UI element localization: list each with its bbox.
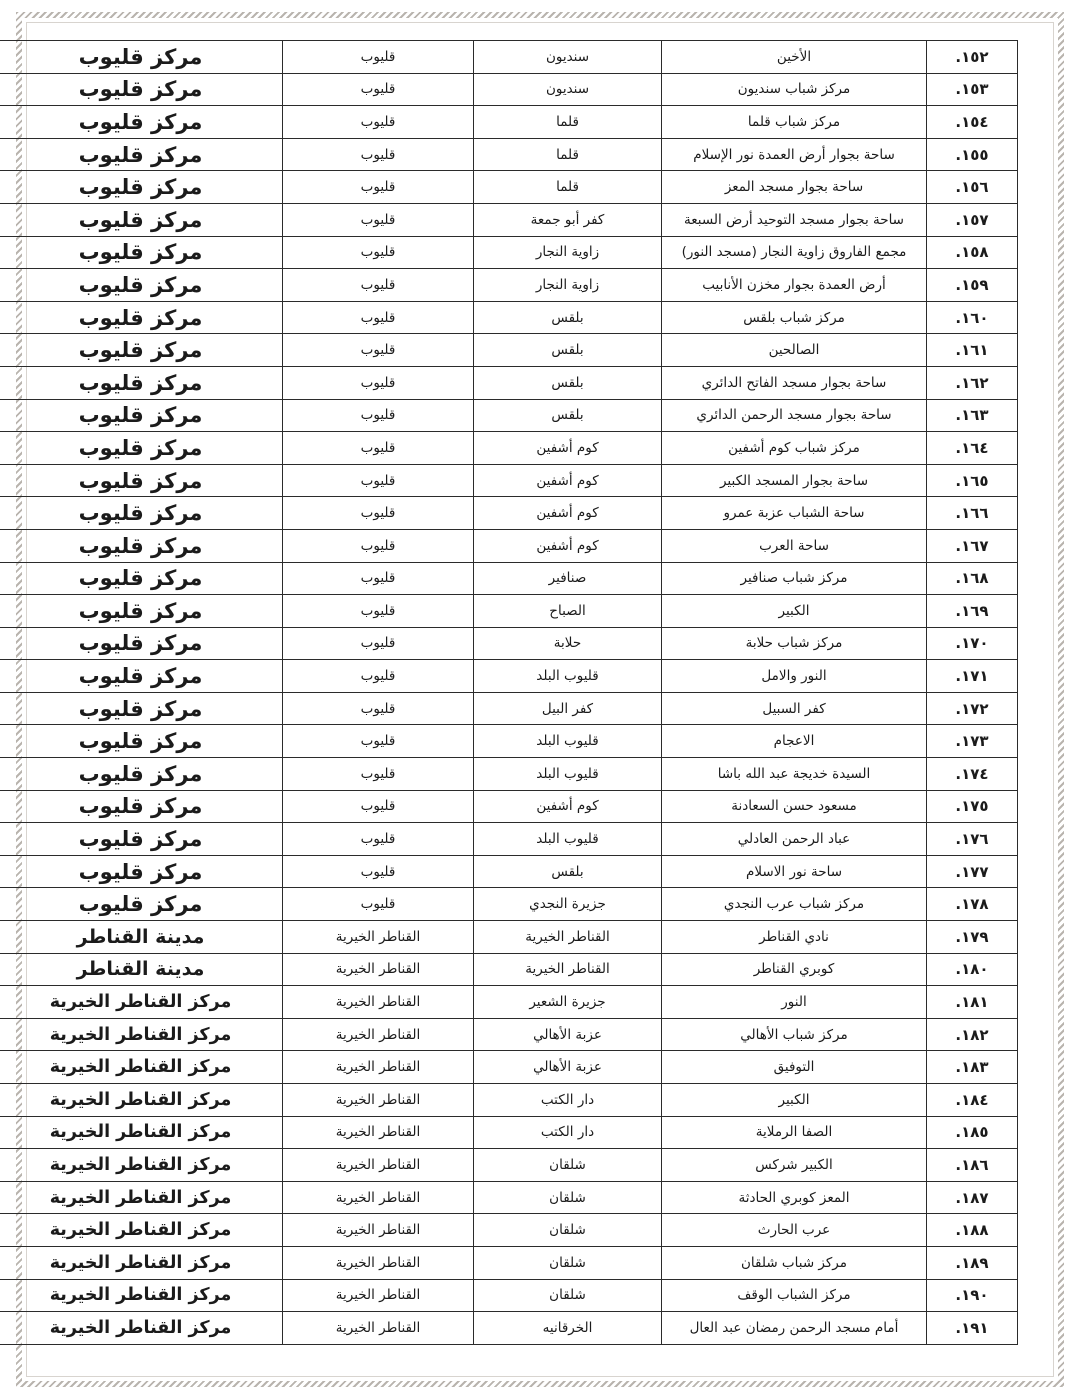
- city-name: قليوب: [283, 692, 474, 725]
- center-name: مدينة القناطر: [0, 953, 283, 986]
- village-name: كوم أشفين: [474, 529, 662, 562]
- center-name: مركز قليوب: [0, 692, 283, 725]
- table-row: [0, 1018, 1018, 1051]
- location-name: ساحة العرب: [662, 529, 927, 562]
- location-name: الأخين: [662, 41, 927, 74]
- center-name: مركز قليوب: [0, 432, 283, 465]
- city-name: قليوب: [283, 823, 474, 856]
- center-name: مركز قليوب: [0, 464, 283, 497]
- city-name: قليوب: [283, 758, 474, 791]
- center-name: مركز القناطر الخيرية: [0, 1084, 283, 1117]
- table-row: [0, 1149, 1018, 1182]
- table-row: [0, 269, 1018, 302]
- row-number: ١٥٦.: [927, 171, 1018, 204]
- location-name: الاعجام: [662, 725, 927, 758]
- locations-table: [0, 40, 1018, 1345]
- city-name: قليوب: [283, 464, 474, 497]
- city-name: القناطر الخيرية: [283, 1149, 474, 1182]
- center-name: مركز قليوب: [0, 758, 283, 791]
- village-name: جزيرة النجدي: [474, 888, 662, 921]
- village-name: كوم أشفين: [474, 497, 662, 530]
- city-name: القناطر الخيرية: [283, 1214, 474, 1247]
- row-number: ١٦٣.: [927, 399, 1018, 432]
- center-name: مركز قليوب: [0, 790, 283, 823]
- row-number: ١٧١.: [927, 660, 1018, 693]
- village-name: دار الكتب: [474, 1116, 662, 1149]
- location-name: الكبير شركس: [662, 1149, 927, 1182]
- center-name: مركز قليوب: [0, 888, 283, 921]
- location-name: عباد الرحمن العادلي: [662, 823, 927, 856]
- table-row: [0, 855, 1018, 888]
- village-name: قليوب البلد: [474, 660, 662, 693]
- location-name: عرب الحارث: [662, 1214, 927, 1247]
- city-name: قليوب: [283, 138, 474, 171]
- table-row: [0, 921, 1018, 954]
- city-name: قليوب: [283, 236, 474, 269]
- center-name: مركز القناطر الخيرية: [0, 1279, 283, 1312]
- center-name: مركز قليوب: [0, 725, 283, 758]
- center-name: مركز القناطر الخيرية: [0, 1149, 283, 1182]
- city-name: قليوب: [283, 203, 474, 236]
- row-number: ١٦٦.: [927, 497, 1018, 530]
- table-row: [0, 790, 1018, 823]
- location-name: المعز كوبري الحادثة: [662, 1181, 927, 1214]
- row-number: ١٨٤.: [927, 1084, 1018, 1117]
- location-name: أرض العمدة بجوار مخزن الأنابيب: [662, 269, 927, 302]
- center-name: مركز قليوب: [0, 823, 283, 856]
- row-number: ١٨٣.: [927, 1051, 1018, 1084]
- center-name: مركز القناطر الخيرية: [0, 1214, 283, 1247]
- city-name: قليوب: [283, 660, 474, 693]
- row-number: ١٧٦.: [927, 823, 1018, 856]
- row-number: ١٧٩.: [927, 921, 1018, 954]
- center-name: مركز قليوب: [0, 171, 283, 204]
- location-name: الصالحين: [662, 334, 927, 367]
- location-name: مجمع الفاروق زاوية النجار (مسجد النور): [662, 236, 927, 269]
- row-number: ١٥٨.: [927, 236, 1018, 269]
- row-number: ١٦٥.: [927, 464, 1018, 497]
- center-name: مركز القناطر الخيرية: [0, 1312, 283, 1345]
- table-row: [0, 529, 1018, 562]
- village-name: سنديون: [474, 41, 662, 74]
- location-name: مركز شباب كوم أشفين: [662, 432, 927, 465]
- location-name: مركز شباب شلقان: [662, 1246, 927, 1279]
- table-row: [0, 1246, 1018, 1279]
- city-name: القناطر الخيرية: [283, 1051, 474, 1084]
- village-name: زاوية النجار: [474, 269, 662, 302]
- location-name: ساحة الشباب عزبة عمرو: [662, 497, 927, 530]
- location-name: ساحة بجوار المسجد الكبير: [662, 464, 927, 497]
- village-name: شلقان: [474, 1279, 662, 1312]
- village-name: قلما: [474, 171, 662, 204]
- center-name: مركز قليوب: [0, 627, 283, 660]
- row-number: ١٧٢.: [927, 692, 1018, 725]
- location-name: السيدة خديجة عبد الله باشا: [662, 758, 927, 791]
- city-name: القناطر الخيرية: [283, 986, 474, 1019]
- city-name: قليوب: [283, 627, 474, 660]
- center-name: مركز قليوب: [0, 301, 283, 334]
- village-name: كفر البيل: [474, 692, 662, 725]
- location-name: أمام مسجد الرحمن رمضان عبد العال: [662, 1312, 927, 1345]
- city-name: قليوب: [283, 399, 474, 432]
- row-number: ١٥٧.: [927, 203, 1018, 236]
- location-name: مركز شباب قلما: [662, 106, 927, 139]
- village-name: زاوية النجار: [474, 236, 662, 269]
- center-name: مدينة القناطر: [0, 921, 283, 954]
- center-name: مركز قليوب: [0, 497, 283, 530]
- center-name: مركز قليوب: [0, 236, 283, 269]
- location-name: ساحة بجوار مسجد المعز: [662, 171, 927, 204]
- table-row: [0, 823, 1018, 856]
- location-name: مركز الشباب الوقف: [662, 1279, 927, 1312]
- center-name: مركز القناطر الخيرية: [0, 1181, 283, 1214]
- table-row: [0, 464, 1018, 497]
- village-name: بلقس: [474, 301, 662, 334]
- city-name: قليوب: [283, 73, 474, 106]
- city-name: قليوب: [283, 790, 474, 823]
- village-name: كوم أشفين: [474, 790, 662, 823]
- village-name: صنافير: [474, 562, 662, 595]
- village-name: شلقان: [474, 1214, 662, 1247]
- row-number: ١٧٠.: [927, 627, 1018, 660]
- center-name: مركز قليوب: [0, 334, 283, 367]
- center-name: مركز قليوب: [0, 269, 283, 302]
- city-name: قليوب: [283, 888, 474, 921]
- village-name: حلابة: [474, 627, 662, 660]
- city-name: القناطر الخيرية: [283, 953, 474, 986]
- village-name: سنديون: [474, 73, 662, 106]
- location-name: مركز شباب بلقس: [662, 301, 927, 334]
- location-name: مركز شباب سنديون: [662, 73, 927, 106]
- table-row: [0, 1116, 1018, 1149]
- village-name: دار الكتب: [474, 1084, 662, 1117]
- village-name: قلما: [474, 138, 662, 171]
- location-name: النور والامل: [662, 660, 927, 693]
- location-name: نادي القناطر: [662, 921, 927, 954]
- row-number: ١٨٠.: [927, 953, 1018, 986]
- village-name: القناطر الخيرية: [474, 921, 662, 954]
- village-name: قليوب البلد: [474, 758, 662, 791]
- city-name: قليوب: [283, 334, 474, 367]
- row-number: ١٨٧.: [927, 1181, 1018, 1214]
- center-name: مركز قليوب: [0, 366, 283, 399]
- center-name: مركز القناطر الخيرية: [0, 1116, 283, 1149]
- location-name: مركز شباب صنافير: [662, 562, 927, 595]
- city-name: قليوب: [283, 725, 474, 758]
- location-name: ساحة بجوار مسجد الفاتح الدائري: [662, 366, 927, 399]
- location-name: مسعود حسن السعادنة: [662, 790, 927, 823]
- table-row: [0, 888, 1018, 921]
- center-name: مركز قليوب: [0, 660, 283, 693]
- city-name: القناطر الخيرية: [283, 1018, 474, 1051]
- table-row: [0, 301, 1018, 334]
- table-row: [0, 41, 1018, 74]
- table-row: [0, 399, 1018, 432]
- village-name: كفر أبو جمعة: [474, 203, 662, 236]
- table-row: [0, 1084, 1018, 1117]
- village-name: بلقس: [474, 366, 662, 399]
- village-name: عزبة الأهالي: [474, 1051, 662, 1084]
- row-number: ١٧٨.: [927, 888, 1018, 921]
- row-number: ١٩١.: [927, 1312, 1018, 1345]
- table-row: [0, 1279, 1018, 1312]
- table-row: [0, 106, 1018, 139]
- center-name: مركز قليوب: [0, 399, 283, 432]
- row-number: ١٨٥.: [927, 1116, 1018, 1149]
- center-name: مركز قليوب: [0, 138, 283, 171]
- table-row: [0, 562, 1018, 595]
- center-name: مركز قليوب: [0, 529, 283, 562]
- table-row: [0, 171, 1018, 204]
- village-name: قليوب البلد: [474, 725, 662, 758]
- table-row: [0, 138, 1018, 171]
- city-name: قليوب: [283, 562, 474, 595]
- city-name: قليوب: [283, 301, 474, 334]
- row-number: ١٨٨.: [927, 1214, 1018, 1247]
- center-name: مركز قليوب: [0, 73, 283, 106]
- city-name: القناطر الخيرية: [283, 921, 474, 954]
- village-name: الصباح: [474, 595, 662, 628]
- village-name: قليوب البلد: [474, 823, 662, 856]
- table-row: [0, 366, 1018, 399]
- city-name: القناطر الخيرية: [283, 1181, 474, 1214]
- table-row: [0, 73, 1018, 106]
- city-name: قليوب: [283, 366, 474, 399]
- row-number: ١٥٢.: [927, 41, 1018, 74]
- village-name: بلقس: [474, 855, 662, 888]
- row-number: ١٥٤.: [927, 106, 1018, 139]
- row-number: ١٨٢.: [927, 1018, 1018, 1051]
- row-number: ١٦٩.: [927, 595, 1018, 628]
- row-number: ١٨٦.: [927, 1149, 1018, 1182]
- location-name: كفر السبيل: [662, 692, 927, 725]
- row-number: ١٨٩.: [927, 1246, 1018, 1279]
- city-name: قليوب: [283, 497, 474, 530]
- village-name: شلقان: [474, 1181, 662, 1214]
- table-row: [0, 660, 1018, 693]
- village-name: شلقان: [474, 1149, 662, 1182]
- city-name: قليوب: [283, 432, 474, 465]
- city-name: قليوب: [283, 855, 474, 888]
- village-name: قلما: [474, 106, 662, 139]
- table-row: [0, 758, 1018, 791]
- table-row: [0, 986, 1018, 1019]
- center-name: مركز القناطر الخيرية: [0, 986, 283, 1019]
- city-name: قليوب: [283, 41, 474, 74]
- city-name: القناطر الخيرية: [283, 1312, 474, 1345]
- city-name: قليوب: [283, 529, 474, 562]
- village-name: كوم أشفين: [474, 464, 662, 497]
- table-row: [0, 692, 1018, 725]
- table-row: [0, 953, 1018, 986]
- village-name: الخرقانيه: [474, 1312, 662, 1345]
- row-number: ١٥٣.: [927, 73, 1018, 106]
- row-number: ١٦١.: [927, 334, 1018, 367]
- row-number: ١٧٥.: [927, 790, 1018, 823]
- row-number: ١٦٧.: [927, 529, 1018, 562]
- table-row: [0, 1051, 1018, 1084]
- row-number: ١٦٨.: [927, 562, 1018, 595]
- center-name: مركز قليوب: [0, 562, 283, 595]
- location-name: ساحة بجوار أرض العمدة نور الإسلام: [662, 138, 927, 171]
- location-name: التوفيق: [662, 1051, 927, 1084]
- location-name: كوبري القناطر: [662, 953, 927, 986]
- row-number: ١٦٢.: [927, 366, 1018, 399]
- village-name: شلقان: [474, 1246, 662, 1279]
- table-row: [0, 432, 1018, 465]
- village-name: بلقس: [474, 334, 662, 367]
- table-row: [0, 334, 1018, 367]
- row-number: ١٩٠.: [927, 1279, 1018, 1312]
- location-name: مركز شباب عرب النجدي: [662, 888, 927, 921]
- city-name: قليوب: [283, 595, 474, 628]
- row-number: ١٧٧.: [927, 855, 1018, 888]
- row-number: ١٧٤.: [927, 758, 1018, 791]
- village-name: كوم أشفين: [474, 432, 662, 465]
- row-number: ١٦٤.: [927, 432, 1018, 465]
- center-name: مركز القناطر الخيرية: [0, 1051, 283, 1084]
- city-name: قليوب: [283, 269, 474, 302]
- village-name: عزبة الأهالي: [474, 1018, 662, 1051]
- village-name: بلقس: [474, 399, 662, 432]
- location-name: الكبير: [662, 595, 927, 628]
- city-name: قليوب: [283, 106, 474, 139]
- center-name: مركز القناطر الخيرية: [0, 1246, 283, 1279]
- village-name: جزيرة الشعير: [474, 986, 662, 1019]
- city-name: القناطر الخيرية: [283, 1084, 474, 1117]
- table-row: [0, 1312, 1018, 1345]
- center-name: مركز قليوب: [0, 595, 283, 628]
- center-name: مركز قليوب: [0, 203, 283, 236]
- center-name: مركز قليوب: [0, 855, 283, 888]
- center-name: مركز القناطر الخيرية: [0, 1018, 283, 1051]
- location-name: الكبير: [662, 1084, 927, 1117]
- table-row: [0, 1181, 1018, 1214]
- village-name: القناطر الخيرية: [474, 953, 662, 986]
- center-name: مركز قليوب: [0, 106, 283, 139]
- row-number: ١٥٩.: [927, 269, 1018, 302]
- table-row: [0, 627, 1018, 660]
- row-number: ١٥٥.: [927, 138, 1018, 171]
- location-name: النور: [662, 986, 927, 1019]
- location-name: مركز شباب حلابة: [662, 627, 927, 660]
- location-name: ساحة بجوار مسجد الرحمن الدائري: [662, 399, 927, 432]
- location-name: الصفا الرملاية: [662, 1116, 927, 1149]
- table-row: [0, 1214, 1018, 1247]
- table-row: [0, 725, 1018, 758]
- location-name: مركز شباب الأهالي: [662, 1018, 927, 1051]
- city-name: قليوب: [283, 171, 474, 204]
- location-name: ساحة بجوار مسجد التوحيد أرض السبعة: [662, 203, 927, 236]
- center-name: مركز قليوب: [0, 41, 283, 74]
- table-row: [0, 595, 1018, 628]
- row-number: ١٨١.: [927, 986, 1018, 1019]
- table-row: [0, 236, 1018, 269]
- city-name: القناطر الخيرية: [283, 1246, 474, 1279]
- location-name: ساحة نور الاسلام: [662, 855, 927, 888]
- table-row: [0, 497, 1018, 530]
- row-number: ١٦٠.: [927, 301, 1018, 334]
- city-name: القناطر الخيرية: [283, 1116, 474, 1149]
- table-row: [0, 203, 1018, 236]
- city-name: القناطر الخيرية: [283, 1279, 474, 1312]
- row-number: ١٧٣.: [927, 725, 1018, 758]
